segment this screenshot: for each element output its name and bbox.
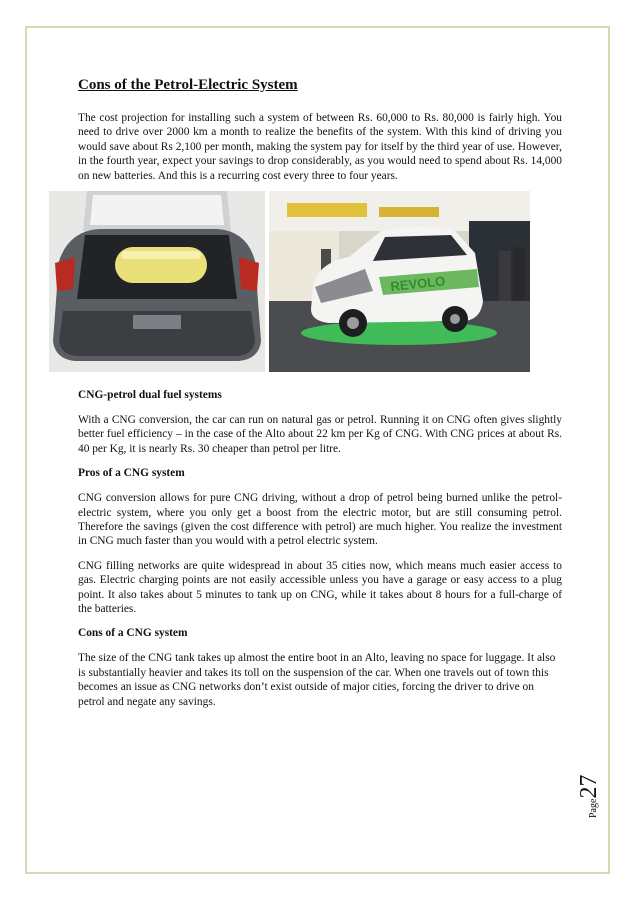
section-heading-petrol-electric-cons: Cons of the Petrol-Electric System	[78, 77, 298, 93]
photo-strip	[49, 191, 530, 372]
cng-pros-paragraph-2: CNG filling networks are quite widespread in about 35 cities now, which means much easier access to gas. Electric charging points are not easily accessible unless you have a garage or easy access to a plug point. It also takes about 5 minutes to tank up on CNG, while it takes about 8 hours for a full-charge of the batteries.	[78, 559, 562, 616]
revolo-logo: REVOLO	[389, 273, 446, 294]
dual-fuel-paragraph: With a CNG conversion, the car can run on natural gas or petrol. Running it on CNG often gives slightly better fuel efficiency – in the case of the Alto about 22 km per Kg of CNG. With CNG prices at about Rs. 40 per Kg, it is nearly Rs. 30 cheaper than petrol per litre.	[78, 414, 562, 455]
section-heading-dual-fuel: CNG-petrol dual fuel systems	[78, 389, 222, 401]
cng-pros-paragraph-1: CNG conversion allows for pure CNG driving, without a drop of petrol being burned unlike the petrol-electric system, where you only get a boost from the electric motor, but are still consuming petrol. Therefore the savings (given the cost difference with petrol) are much higher. You realize the investment in CNG much faster than you would with a petrol electric system.	[78, 492, 562, 548]
lower-content	[78, 388, 562, 719]
section-heading-cng-pros: Pros of a CNG system	[78, 467, 185, 480]
car-boot-cng-tank-photo	[49, 191, 265, 372]
page-number	[577, 758, 601, 818]
page-number-value: 27	[576, 774, 602, 799]
upper-content	[78, 76, 562, 193]
cng-cons-paragraph: The size of the CNG tank takes up almost the entire boot in an Alto, leaving no space for luggage. It also is substantially heavier and takes its toll on the suspension of the car. When one travels out of town this becomes an issue as CNG networks don’t exist outside of major cities, forcing the driver to drive on petrol and negate any savings.	[78, 652, 556, 708]
intro-paragraph: The cost projection for installing such a system of between Rs. 60,000 to Rs. 80,000 is fairly high. You need to drive over 2000 km a month to realize the benefits of the system. With this kind of driving you would save about Rs 2,100 per month, making the system pay for itself by the third year of use. However, in the fourth year, expect your savings to drop considerably, as you would need to spend about Rs. 14,000 on new batteries. And this is a recurring cost every three to four years.	[78, 112, 562, 182]
revolo-car-expo-photo	[269, 191, 530, 372]
page-label: Page	[588, 798, 599, 818]
section-heading-cng-cons: Cons of a CNG system	[78, 627, 188, 640]
